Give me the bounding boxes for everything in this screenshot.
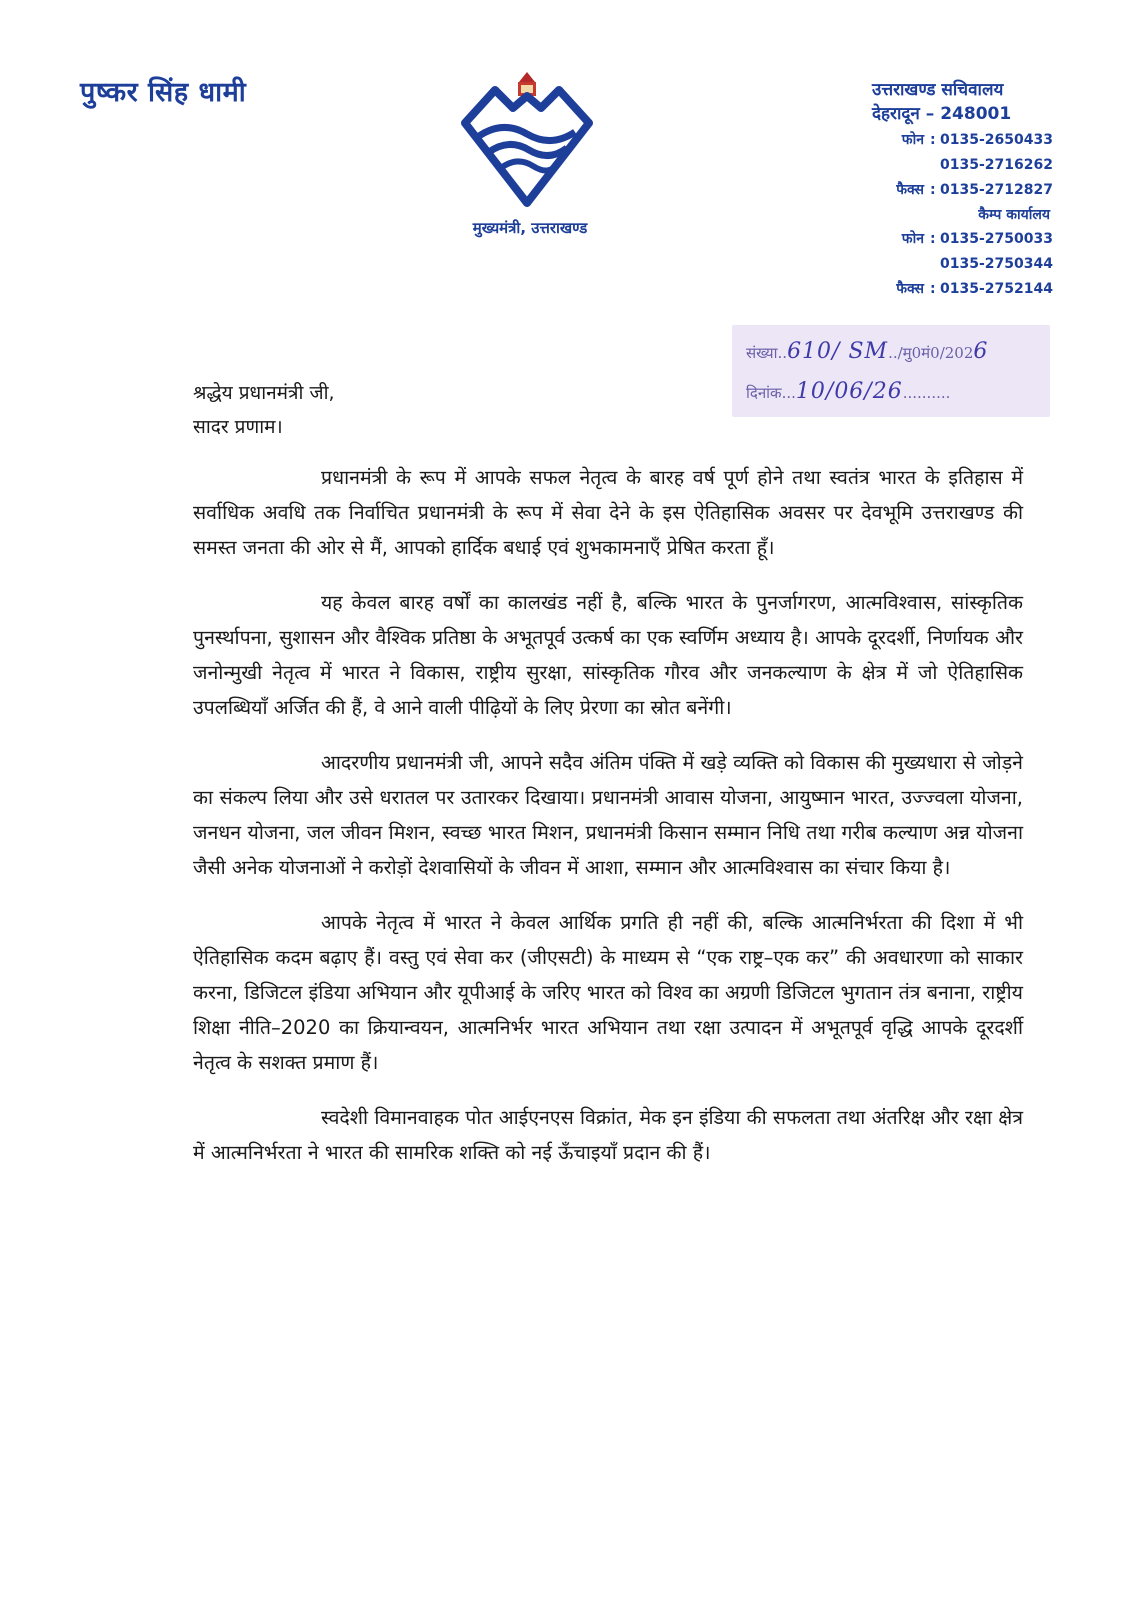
body-paragraph: स्वदेशी विमानवाहक पोत आईएनएस विक्रांत, मेक इन इंडिया की सफलता तथा अंतरिक्ष और रक्षा क्षेत्र में आत्मनिर्भरता ने भारत की सामरिक शक्ति को नई ऊँचाइयाँ प्रदान की हैं। (193, 1106, 1023, 1164)
separator: : (930, 182, 936, 198)
body-paragraph: आदरणीय प्रधानमंत्री जी, आपने सदैव अंतिम पंक्ति में खड़े व्यक्ति को विकास की मुख्यधारा से जोड़ने का संकल्प लिया और उसे धरातल पर उतारकर दिखाया। प्रधानमंत्री आवास योजना, आयुष्मान भारत, उज्ज्वला योजना, जनधन योजना, जल जीवन मिशन, स्वच्छ भारत मिशन, प्रधानमंत्री किसान सम्मान निधि तथा गरीब कल्याण अन्न योजना जैसी अनेक योजनाओं ने करोड़ों देशवासियों के जीवन में आशा, सम्मान और आत्मविश्वास का संचार किया है। (193, 751, 1023, 879)
stamp-date-handwritten: 10/06/26 (795, 379, 903, 404)
stamp-date-label: दिनांक (746, 384, 782, 402)
phone-row-1 (872, 128, 1062, 153)
body-paragraph: यह केवल बारह वर्षों का कालखंड नहीं है, बल्कि भारत के पुनर्जागरण, आत्मविश्वास, सांस्कृतिक पुनर्स्थापना, सुशासन और वैश्विक प्रतिष्ठा के अभूतपूर्व उत्कर्ष का एक स्वर्णिम अध्याय है। आपके दूरदर्शी, निर्णायक और जनोन्मुखी नेतृत्व में भारत ने विकास, राष्ट्रीय सुरक्षा, सांस्कृतिक गौरव और जनकल्याण के क्षेत्र में जो ऐतिहासिक उपलब्धियाँ अर्जित की हैं, वे आने वाली पीढ़ियों के लिए प्रेरणा का स्रोत बनेंगी। (193, 591, 1023, 719)
stamp-number-handwritten-end: 6 (973, 339, 989, 364)
uttarakhand-emblem-icon (455, 68, 600, 208)
body-paragraph: प्रधानमंत्री के रूप में आपके सफल नेतृत्व के बारह वर्ष पूर्ण होने तथा स्वतंत्र भारत के इतिहास में सर्वाधिक अवधि तक निर्वाचित प्रधानमंत्री के रूप में सेवा देने के इस ऐतिहासिक अवसर पर देवभूमि उत्तराखण्ड की समस्त जनता की ओर से मैं, आपको हार्दिक बधाई एवं शुभकामनाएँ प्रेषित करता हूँ। (193, 466, 1023, 559)
phone-number: 0135-2750344 (940, 256, 1053, 272)
stamp-number-handwritten: 610/ SM (787, 339, 889, 364)
separator: : (930, 231, 936, 247)
phone-number: 0135-2716262 (940, 157, 1053, 173)
phone-label: फोन (901, 132, 924, 148)
office-city: देहरादून – 248001 (872, 104, 1012, 124)
separator: : (930, 281, 936, 297)
fax-number: 0135-2752144 (940, 281, 1053, 297)
office-name: उत्तराखण्ड सचिवालय (872, 80, 1004, 100)
camp-phone-row-1 (872, 227, 1062, 252)
salutation-line: सादर प्रणाम। (193, 416, 283, 438)
salutation-line: श्रद्धेय प्रधानमंत्री जी, (193, 382, 335, 404)
separator: : (930, 132, 936, 148)
salutation (193, 376, 335, 444)
emblem-caption: मुख्यमंत्री, उत्तराखण्ड (472, 219, 588, 237)
body-paragraph: आपके नेतृत्व में भारत ने केवल आर्थिक प्रगति ही नहीं की, बल्कि आत्मनिर्भरता की दिशा में भी ऐतिहासिक कदम बढ़ाए हैं। वस्तु एवं सेवा कर (जीएसटी) के माध्यम से “एक राष्ट्र–एक कर” की अवधारणा को साकार करना, डिजिटल इंडिया अभियान और यूपीआई के जरिए भारत को विश्व का अग्रणी डिजिटल भुगतान तंत्र बनाना, राष्ट्रीय शिक्षा नीति–2020 का क्रियान्वयन, आत्मनिर्भर भारत अभियान तथा रक्षा उत्पादन में अभूतपूर्व वृद्धि आपके दूरदर्शी नेतृत्व के सशक्त प्रमाण हैं। (193, 911, 1023, 1074)
camp-phone-row-2 (872, 252, 1062, 277)
fax-label: फैक्स (896, 182, 924, 198)
fax-row (872, 178, 1062, 203)
phone-number: 0135-2750033 (940, 231, 1053, 247)
fax-label: फैक्स (896, 281, 924, 297)
stamp-number-suffix: /मु0मं0/202 (897, 344, 974, 362)
stamp-date-line: दिनांक...10/06/26.......... (746, 379, 951, 404)
letterhead-address (872, 78, 1062, 302)
reference-stamp (732, 325, 1050, 417)
sender-name: पुष्कर सिंह धामी (80, 77, 247, 108)
stamp-number-line: संख्या..610/ SM../मु0मं0/2026 (746, 339, 989, 364)
phone-row-2 (872, 153, 1062, 178)
letter-body (193, 460, 1023, 1190)
stamp-number-label: संख्या (746, 344, 778, 362)
phone-number: 0135-2650433 (940, 132, 1053, 148)
camp-office-label: कैम्प कार्यालय (978, 207, 1050, 223)
fax-number: 0135-2712827 (940, 182, 1053, 198)
camp-fax-row (872, 277, 1062, 302)
phone-label: फोन (901, 231, 924, 247)
